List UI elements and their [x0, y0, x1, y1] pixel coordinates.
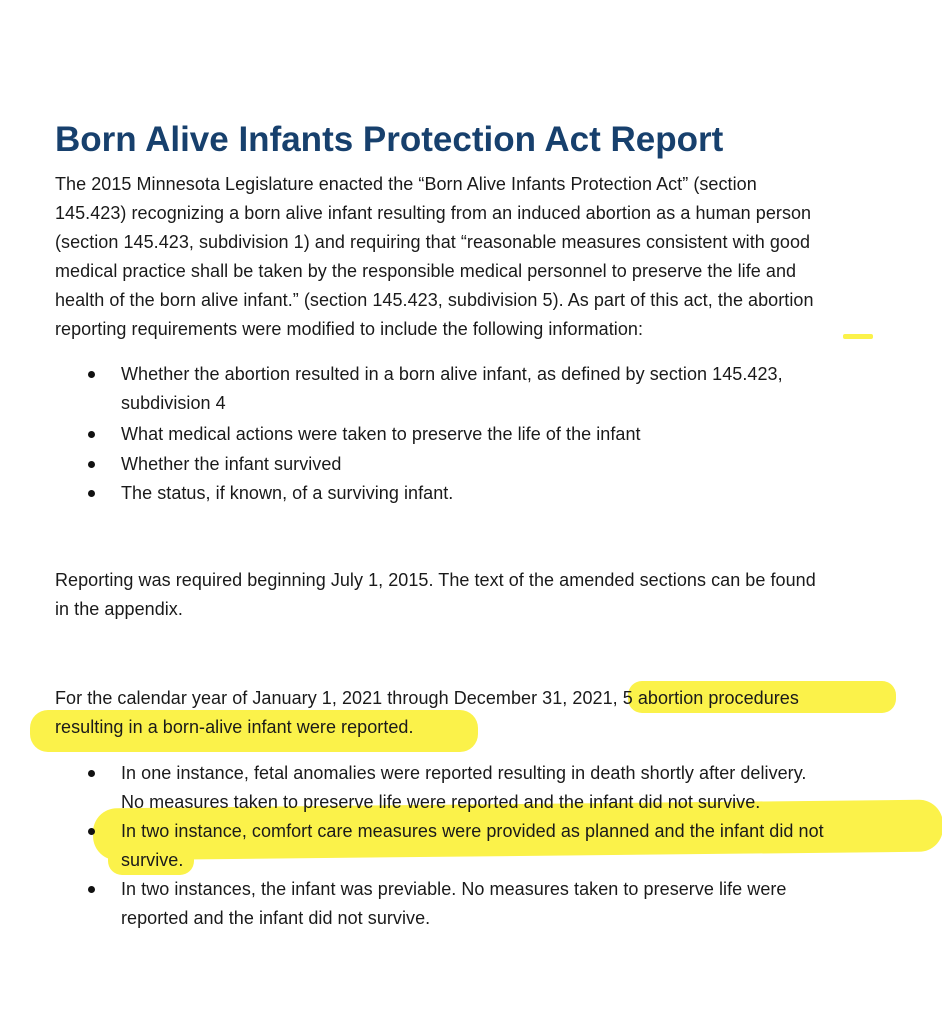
instance-item: reported and the infant did not survive.: [121, 908, 431, 928]
intro-line: health of the born alive infant.” (section 145.423, subdivision 5). As part of this act, the abortion: [55, 290, 814, 310]
bullet-dot: [88, 828, 95, 835]
intro-line: medical practice shall be taken by the responsible medical personnel to preserve the life and: [55, 261, 797, 281]
requirement-item: What medical actions were taken to preserve the life of the infant: [121, 424, 641, 444]
summary-text-plain: For the calendar year of January 1, 2021 through December 31, 2: [55, 688, 583, 708]
instance-item: survive.: [121, 850, 184, 870]
instance-item: No measures taken to preserve life were reported and the infant did not survive.: [121, 792, 761, 812]
bullet-dot: [88, 371, 95, 378]
summary-line: [55, 684, 799, 713]
highlight-mark-dash: [843, 334, 873, 339]
bullet-dot: [88, 886, 95, 893]
requirement-item: The status, if known, of a surviving infant.: [121, 483, 454, 503]
report-title: Born Alive Infants Protection Act Report: [55, 120, 724, 159]
reporting-line: in the appendix.: [55, 599, 183, 619]
instance-item: In two instance, comfort care measures were provided as planned and the infant did not: [121, 821, 824, 841]
intro-line: The 2015 Minnesota Legislature enacted the “Born Alive Infants Protection Act” (section: [55, 174, 757, 194]
requirement-item: subdivision 4: [121, 393, 226, 413]
bullet-dot: [88, 770, 95, 777]
bullet-dot: [88, 461, 95, 468]
intro-line: 145.423) recognizing a born alive infant resulting from an induced abortion as a human person: [55, 203, 812, 223]
requirement-item: Whether the infant survived: [121, 454, 342, 474]
summary-line: resulting in a born-alive infant were reported.: [55, 717, 414, 737]
summary-text-highlighted: 021, 5 abortion procedures: [582, 688, 799, 708]
instance-item: In one instance, fetal anomalies were reported resulting in death shortly after delivery.: [121, 763, 807, 783]
requirement-item: Whether the abortion resulted in a born alive infant, as defined by section 145.423,: [121, 364, 783, 384]
bullet-dot: [88, 490, 95, 497]
intro-line: (section 145.423, subdivision 1) and requiring that “reasonable measures consistent with good: [55, 232, 811, 252]
intro-line: reporting requirements were modified to include the following information:: [55, 319, 644, 339]
reporting-line: Reporting was required beginning July 1, 2015. The text of the amended sections can be found: [55, 570, 816, 590]
instance-item: In two instances, the infant was previable. No measures taken to preserve life were: [121, 879, 787, 899]
bullet-dot: [88, 431, 95, 438]
